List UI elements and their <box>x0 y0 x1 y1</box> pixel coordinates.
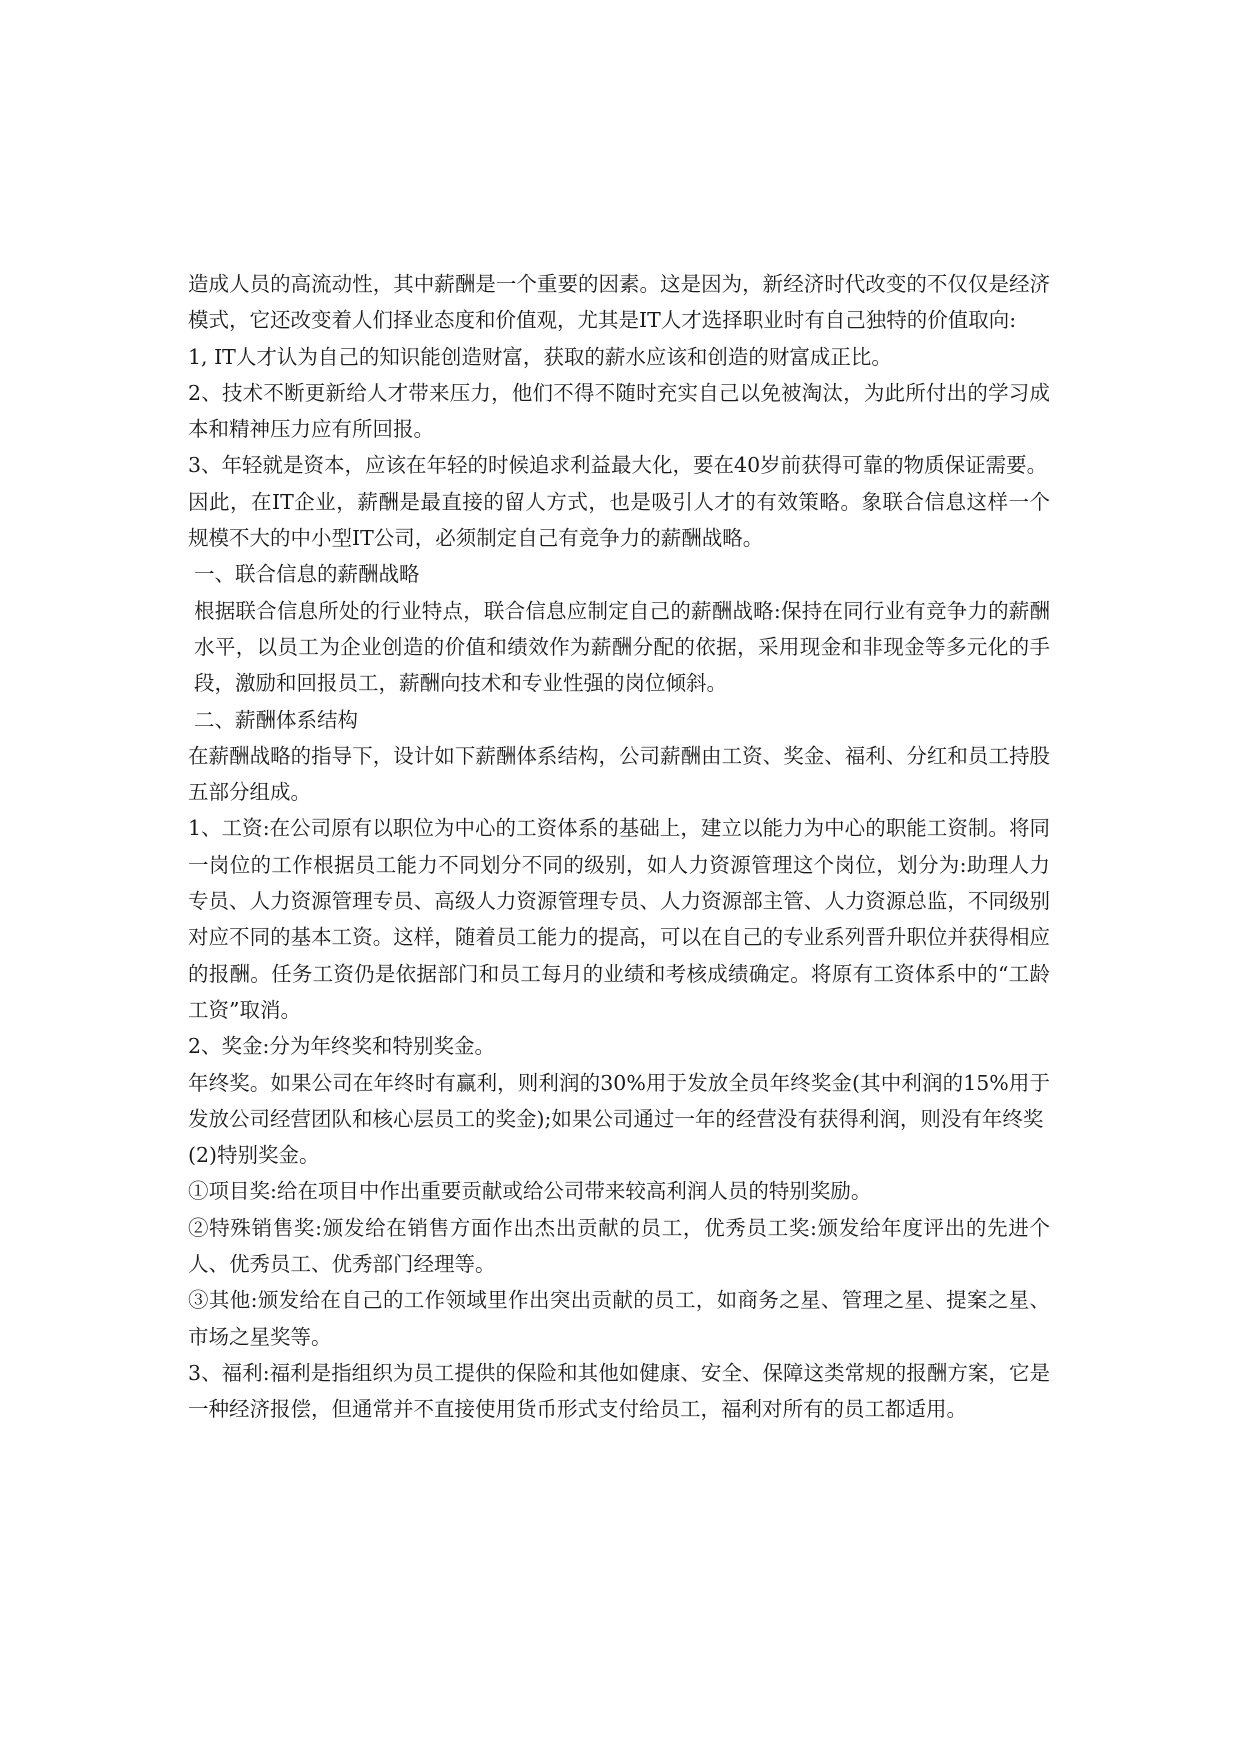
list-item: 3、福利:福利是指组织为员工提供的保险和其他如健康、安全、保障这类常规的报酬方案，它是一种经济报偿，但通常并不直接使用货币形式支付给员工，福利对所有的员工都适用。 <box>188 1360 1050 1422</box>
paragraph: 在薪酬战略的指导下，设计如下薪酬体系结构，公司薪酬由工资、奖金、福利、分红和员工持股五部分组成。 <box>188 743 1050 805</box>
list-item: 3、年轻就是资本，应该在年轻的时候追求利益最大化，要在40岁前获得可靠的物质保证需要。 <box>188 453 1048 478</box>
section-heading: 一、联合信息的薪酬战略 <box>194 562 420 587</box>
paragraph: 年终奖。如果公司在年终时有赢利，则利润的30%用于发放全员年终奖金(其中利润的15%用于发放公司经营团队和核心层员工的奖金);如果公司通过一年的经营没有获得利润，则没有年终奖 <box>188 1070 1050 1131</box>
list-item: 2、技术不断更新给人才带来压力，他们不得不随时充实自己以免被淘汰，为此所付出的学习成本和精神压力应有所回报。 <box>188 380 1050 442</box>
paragraph: 因此，在IT企业，薪酬是最直接的留人方式，也是吸引人才的有效策略。象联合信息这样一个规模不大的中小型IT公司，必须制定自己有竞争力的薪酬战略。 <box>188 489 1050 551</box>
list-item: 2、奖金:分为年终奖和特别奖金。 <box>188 1034 495 1059</box>
paragraph: 根据联合信息所处的行业特点，联合信息应制定自己的薪酬战略:保持在同行业有竞争力的薪酬水平，以员工为企业创造的价值和绩效作为薪酬分配的依据，采用现金和非现金等多元化的手段，激励和回报员工，薪酬向技术和专业性强的岗位倾斜。 <box>194 598 1050 696</box>
sub-heading: (2)特别奖金。 <box>188 1143 320 1168</box>
list-item: ①项目奖:给在项目中作出重要贡献或给公司带来较高利润人员的特别奖励。 <box>188 1179 872 1204</box>
list-item: ②特殊销售奖:颁发给在销售方面作出杰出贡献的员工，优秀员工奖:颁发给年度评出的先进个人、优秀员工、优秀部门经理等。 <box>188 1215 1050 1277</box>
paragraph: 造成人员的高流动性，其中薪酬是一个重要的因素。这是因为，新经济时代改变的不仅仅是经济模式，它还改变着人们择业态度和价值观，尤其是IT人才选择职业时有自己独特的价值取向: <box>188 272 1050 333</box>
list-item: 1, IT人才认为自己的知识能创造财富，获取的薪水应该和创造的财富成正比。 <box>188 344 892 369</box>
list-item: 1、工资:在公司原有以职位为中心的工资体系的基础上，建立以能力为中心的职能工资制。将同一岗位的工作根据员工能力不同划分不同的级别，如人力资源管理这个岗位，划分为:助理人力专员、人力资源管理专员、高级人力资源管理专员、人力资源部主管、人力资源总监，不同级别对应不同的基本工资。这样，随着员工能力的提高，可以在自己的专业系列晋升职位并获得相应的报酬。任务工资仍是依据部门和员工每月的业绩和考核成绩确定。将原有工资体系中的“工龄工资”取消。 <box>188 816 1050 1022</box>
list-item: ③其他:颁发给在自己的工作领域里作出突出贡献的员工，如商务之星、管理之星、提案之星、市场之星奖等。 <box>188 1288 1050 1349</box>
document-body <box>188 266 1050 1428</box>
section-heading: 二、薪酬体系结构 <box>194 707 358 732</box>
